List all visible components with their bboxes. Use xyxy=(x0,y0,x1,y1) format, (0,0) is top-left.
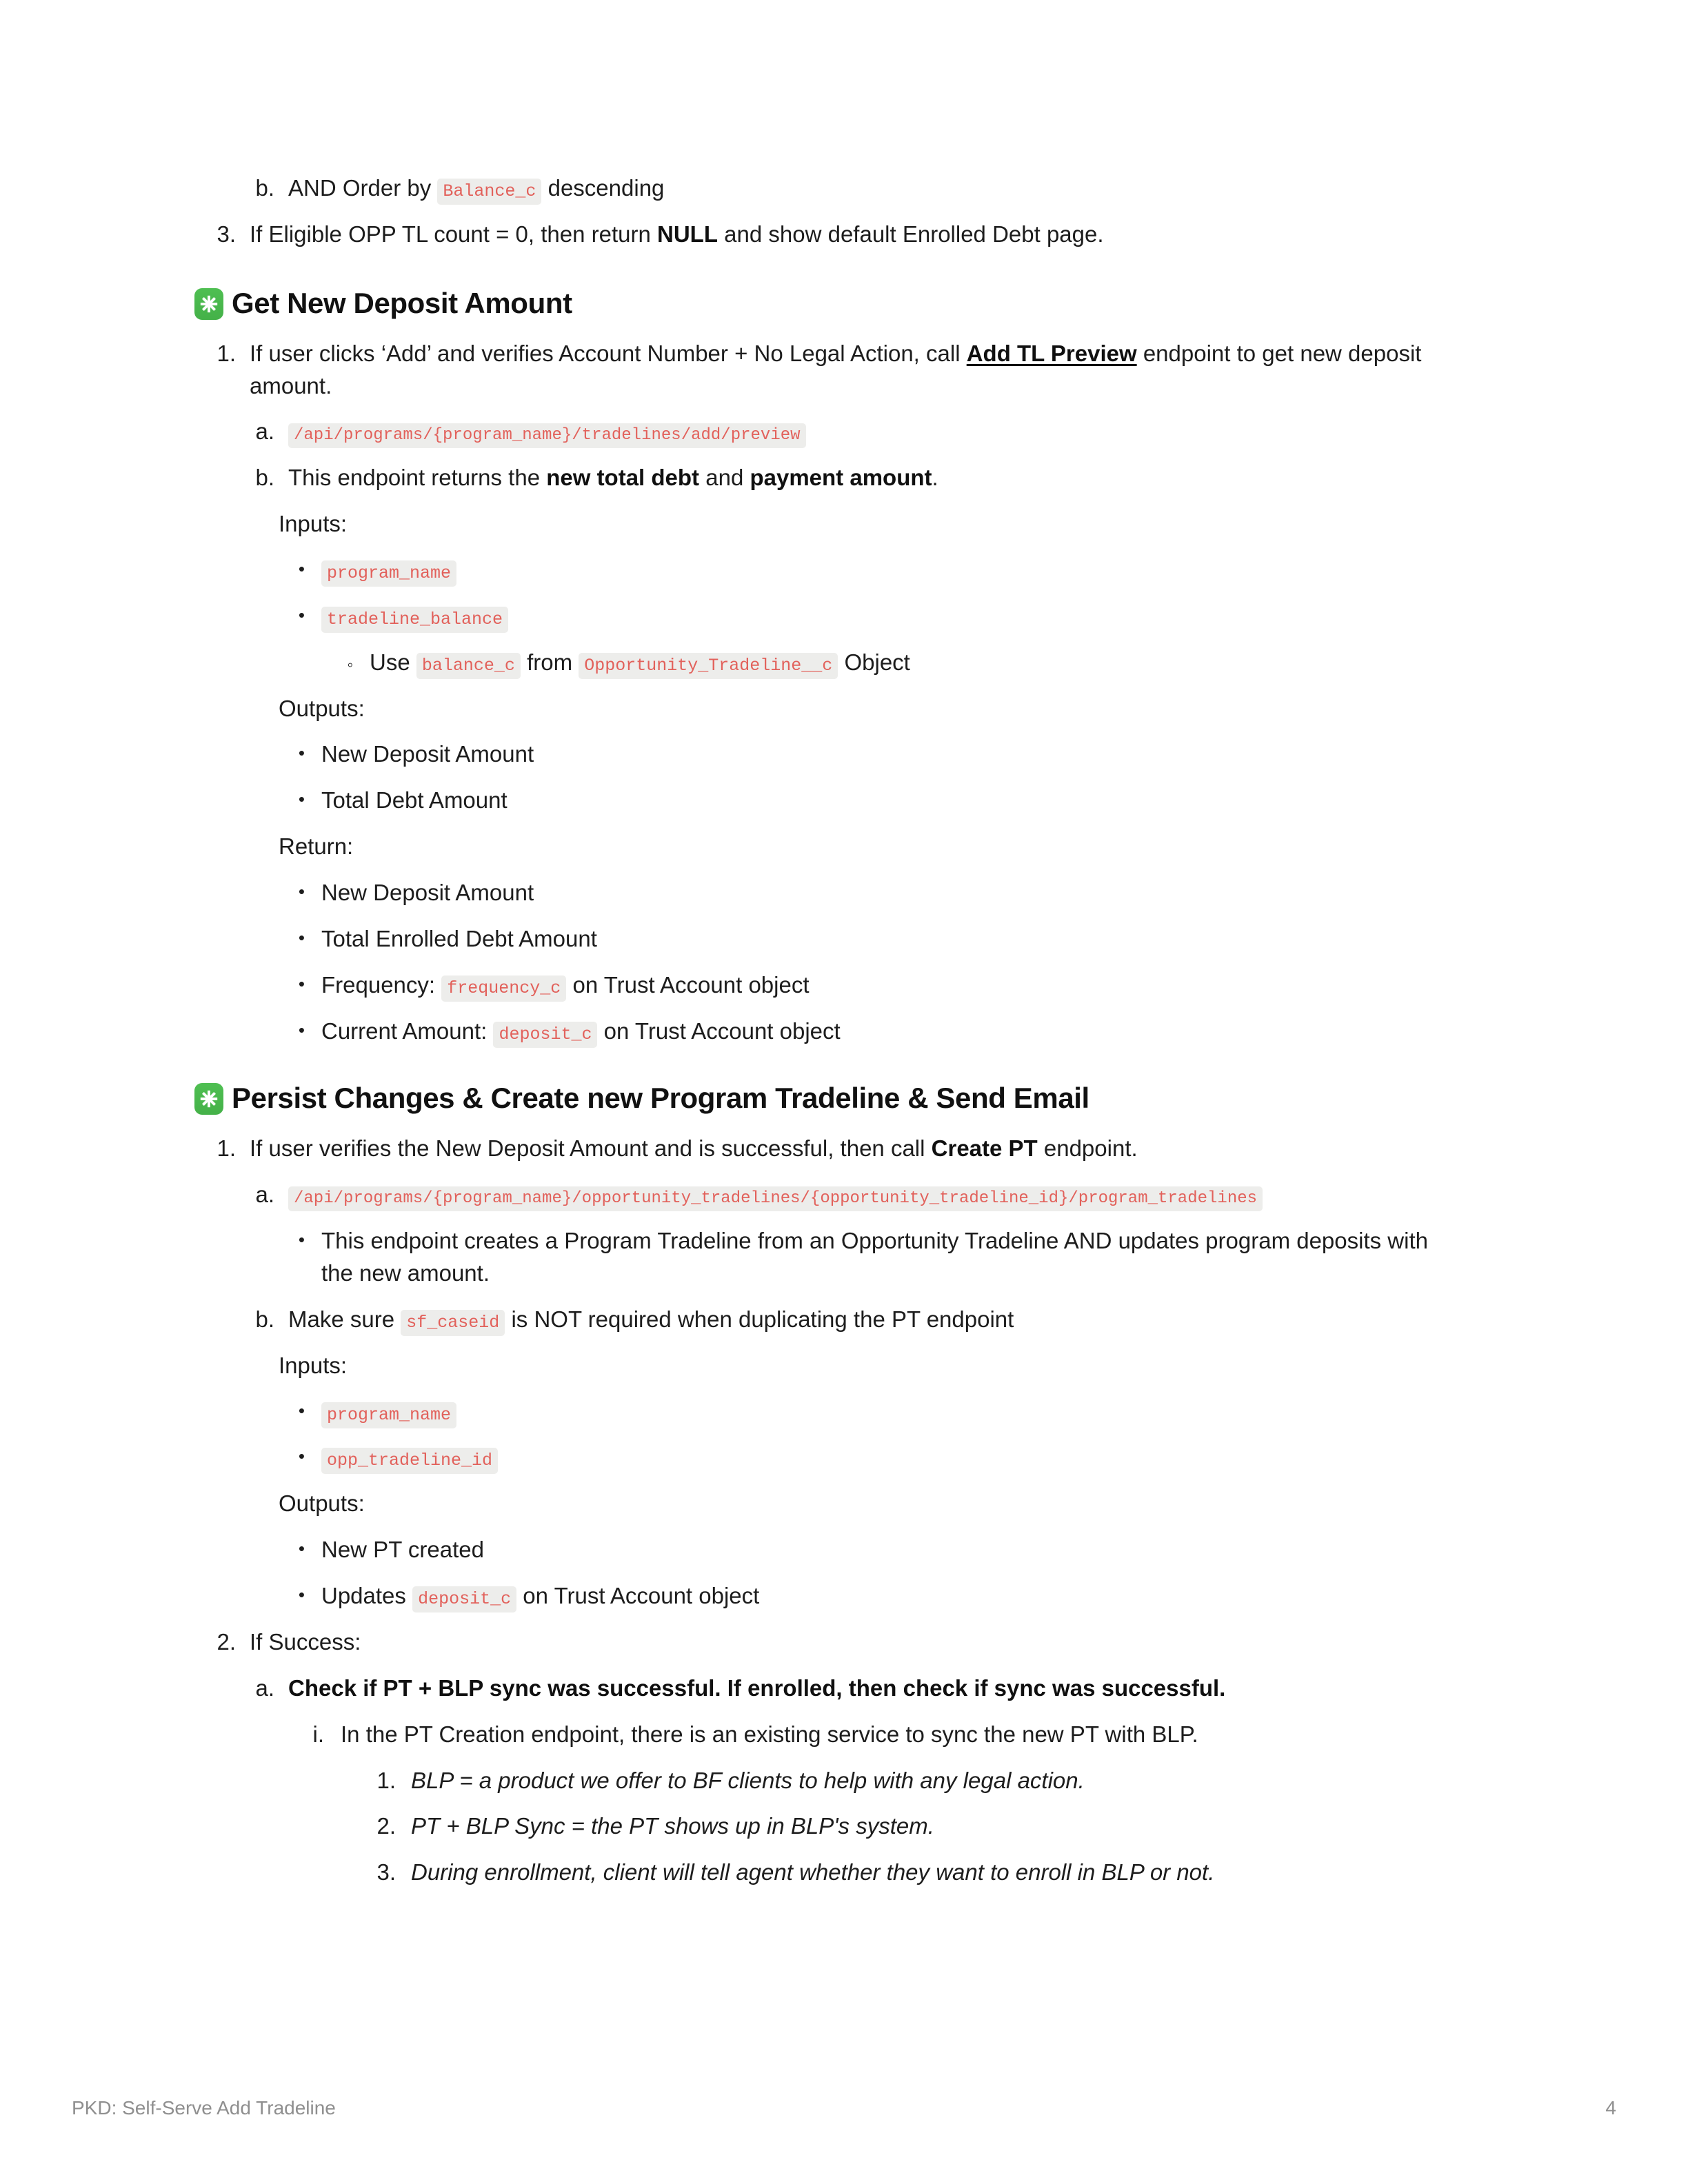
list-item-text: PT + BLP Sync = the PT shows up in BLP's system. xyxy=(411,1813,934,1839)
list-item xyxy=(0,969,1688,1002)
list-item-text xyxy=(250,1133,1463,1165)
list-marker: b. xyxy=(255,175,274,201)
list-item xyxy=(0,554,1688,587)
list-item xyxy=(0,1304,1688,1336)
list-item xyxy=(0,1534,1688,1566)
page-footer xyxy=(0,2097,1688,2119)
list-marker: 1. xyxy=(217,1135,236,1162)
bullet-icon: • xyxy=(298,558,305,580)
list-item-text xyxy=(321,1442,1452,1474)
code-chip-balance-c: balance_c xyxy=(416,653,521,679)
list-item xyxy=(0,1225,1688,1290)
list-item-text xyxy=(321,600,1452,633)
code-chip-sf-caseid: sf_caseid xyxy=(401,1310,505,1336)
list-marker: b. xyxy=(255,1306,274,1332)
inputs-label: Inputs: xyxy=(279,1352,348,1378)
list-item xyxy=(0,1015,1688,1048)
list-marker: b. xyxy=(255,465,274,491)
list-item-text: This endpoint creates a Program Tradeline from an Opportunity Tradeline AND updates program deposits with the new amount. xyxy=(321,1228,1428,1286)
code-chip-deposit-c: deposit_c xyxy=(493,1022,597,1048)
section-heading-persist-changes xyxy=(0,1082,1688,1115)
list-item xyxy=(0,172,1688,205)
code-chip-api-path: /api/programs/{program_name}/tradelines/add/preview xyxy=(288,423,806,448)
code-chip-api-path: /api/programs/{program_name}/opportunity_tradelines/{opportunity_tradeline_id}/program_tradelines xyxy=(288,1186,1263,1211)
list-item-text xyxy=(288,1304,1460,1336)
list-item xyxy=(0,416,1688,448)
bold-null: NULL xyxy=(657,221,718,247)
list-item xyxy=(0,219,1688,251)
bold-payment-amount: payment amount xyxy=(750,465,932,491)
list-marker: 2. xyxy=(376,1813,396,1839)
text-fragment: This endpoint returns the xyxy=(288,465,541,491)
bullet-icon: • xyxy=(298,1229,305,1251)
list-item xyxy=(0,923,1688,956)
page-content xyxy=(0,172,1688,1903)
bullet-icon: • xyxy=(298,789,305,810)
list-item xyxy=(0,1442,1688,1474)
list-marker: i. xyxy=(312,1721,324,1747)
list-item-text: New Deposit Amount xyxy=(321,741,534,767)
text-fragment: and xyxy=(705,465,744,491)
text-fragment: Updates xyxy=(321,1583,406,1609)
text-fragment: AND Order by xyxy=(288,175,432,201)
text-fragment: on Trust Account object xyxy=(603,1018,841,1044)
text-fragment: endpoint. xyxy=(1043,1135,1138,1162)
list-item xyxy=(0,1810,1688,1843)
list-item xyxy=(0,1857,1688,1889)
list-item-text xyxy=(321,554,1452,587)
text-fragment: from xyxy=(527,649,573,675)
list-marker: 3. xyxy=(217,221,236,247)
list-item-text: Total Debt Amount xyxy=(321,787,508,813)
list-marker: a. xyxy=(255,1675,274,1701)
bullet-icon: • xyxy=(298,973,305,994)
list-item xyxy=(0,877,1688,909)
list-item-text: In the PT Creation endpoint, there is an existing service to sync the new PT with BLP. xyxy=(341,1721,1198,1747)
list-item-text xyxy=(288,1672,1460,1705)
list-item-text: New Deposit Amount xyxy=(321,880,534,906)
circle-bullet-icon: ◦ xyxy=(347,655,353,674)
text-fragment: . xyxy=(932,465,938,491)
outputs-label: Outputs: xyxy=(279,1490,365,1517)
list-item-text xyxy=(288,172,1460,205)
outputs-label: Outputs: xyxy=(279,695,365,721)
list-item xyxy=(19,1719,1688,1751)
code-chip-program-name: program_name xyxy=(321,1402,456,1428)
text-fragment: Frequency: xyxy=(321,971,436,998)
list-item-text: BLP = a product we offer to BF clients to help with any legal action. xyxy=(411,1767,1085,1793)
list-item-text: Total Enrolled Debt Amount xyxy=(321,925,597,951)
list-item-text xyxy=(321,1015,1452,1048)
section-heading-get-new-deposit-amount xyxy=(0,287,1688,320)
code-chip-tradeline-balance: tradeline_balance xyxy=(321,607,508,633)
list-item-text xyxy=(321,1580,1452,1612)
list-item-text: New PT created xyxy=(321,1537,484,1563)
list-item xyxy=(0,738,1688,771)
list-item-text: If Success: xyxy=(250,1628,361,1655)
list-item xyxy=(0,338,1688,403)
list-item xyxy=(0,1765,1688,1797)
code-chip-opportunity-tradeline-c: Opportunity_Tradeline__c xyxy=(579,653,838,679)
text-fragment: descending xyxy=(547,175,665,201)
text-fragment: Current Amount: xyxy=(321,1018,488,1044)
text-fragment: Use xyxy=(370,649,410,675)
text-fragment: and show default Enrolled Debt page. xyxy=(724,221,1104,247)
text-fragment: Make sure xyxy=(288,1306,395,1332)
bullet-icon: • xyxy=(298,1538,305,1559)
text-fragment: on Trust Account object xyxy=(523,1583,760,1609)
list-item-text xyxy=(321,969,1452,1002)
text-fragment: If Eligible OPP TL count = 0, then return xyxy=(250,221,651,247)
list-item xyxy=(0,1672,1688,1705)
bold-create-pt: Create PT xyxy=(931,1135,1038,1162)
text-fragment: If user clicks ‘Add’ and verifies Account Number + No Legal Action, call xyxy=(250,340,961,366)
text-fragment: endpoint to get new deposit amount. xyxy=(250,340,1422,398)
list-marker: 3. xyxy=(376,1859,396,1885)
list-item-text xyxy=(250,338,1463,403)
list-item-text xyxy=(288,462,1460,494)
list-item-text xyxy=(321,1396,1452,1428)
bullet-icon: • xyxy=(298,1019,305,1040)
text-fragment: Object xyxy=(844,649,910,675)
bullet-icon: • xyxy=(298,604,305,625)
eight-spoked-asterisk-icon xyxy=(194,1083,223,1115)
text-fragment: is NOT required when duplicating the PT endpoint xyxy=(511,1306,1014,1332)
heading-text: Get New Deposit Amount xyxy=(232,286,572,319)
list-marker: 1. xyxy=(217,340,236,366)
bullet-icon: • xyxy=(298,927,305,948)
heading-text: Persist Changes & Create new Program Tradeline & Send Email xyxy=(232,1082,1089,1115)
list-item xyxy=(0,1580,1688,1612)
list-item-text xyxy=(288,1179,1460,1211)
code-chip-deposit-c: deposit_c xyxy=(412,1586,516,1612)
list-marker: a. xyxy=(255,1182,274,1208)
bullet-icon: • xyxy=(298,1446,305,1467)
footer-document-title: PKD: Self-Serve Add Tradeline xyxy=(72,2097,336,2119)
bullet-icon: • xyxy=(298,881,305,902)
bullet-icon: • xyxy=(298,742,305,764)
list-item xyxy=(0,600,1688,633)
list-item xyxy=(0,785,1688,817)
bold-check-sync: Check if PT + BLP sync was successful. If enrolled, then check if sync was successful. xyxy=(288,1675,1226,1701)
code-chip-opp-tradeline-id: opp_tradeline_id xyxy=(321,1448,498,1474)
return-label: Return: xyxy=(279,833,354,860)
list-item-text: During enrollment, client will tell agent whether they want to enroll in BLP or not. xyxy=(411,1859,1215,1885)
text-fragment: If user verifies the New Deposit Amount and is successful, then call xyxy=(250,1135,925,1162)
list-item xyxy=(0,1133,1688,1165)
list-item xyxy=(0,462,1688,494)
bullet-icon: • xyxy=(298,1584,305,1606)
list-item xyxy=(0,1179,1688,1211)
code-chip-frequency-c: frequency_c xyxy=(441,975,566,1002)
footer-page-number: 4 xyxy=(1605,2097,1616,2119)
list-item-text xyxy=(288,416,1460,448)
bold-new-total-debt: new total debt xyxy=(546,465,700,491)
code-chip-balance-c: Balance_c xyxy=(437,179,541,205)
list-marker: a. xyxy=(255,418,274,445)
list-marker: 2. xyxy=(217,1628,236,1655)
eight-spoked-asterisk-icon xyxy=(194,288,223,320)
bullet-icon: • xyxy=(298,1399,305,1421)
text-fragment: on Trust Account object xyxy=(572,971,810,998)
inputs-label: Inputs: xyxy=(279,511,348,537)
list-marker: 1. xyxy=(376,1767,396,1793)
code-chip-program-name: program_name xyxy=(321,560,456,587)
list-item xyxy=(0,1396,1688,1428)
list-item xyxy=(0,1626,1688,1659)
list-item-text xyxy=(370,647,1445,679)
list-item xyxy=(0,647,1688,679)
bold-underline-add-tl-preview: Add TL Preview xyxy=(966,340,1137,366)
list-item-text xyxy=(250,219,1463,251)
